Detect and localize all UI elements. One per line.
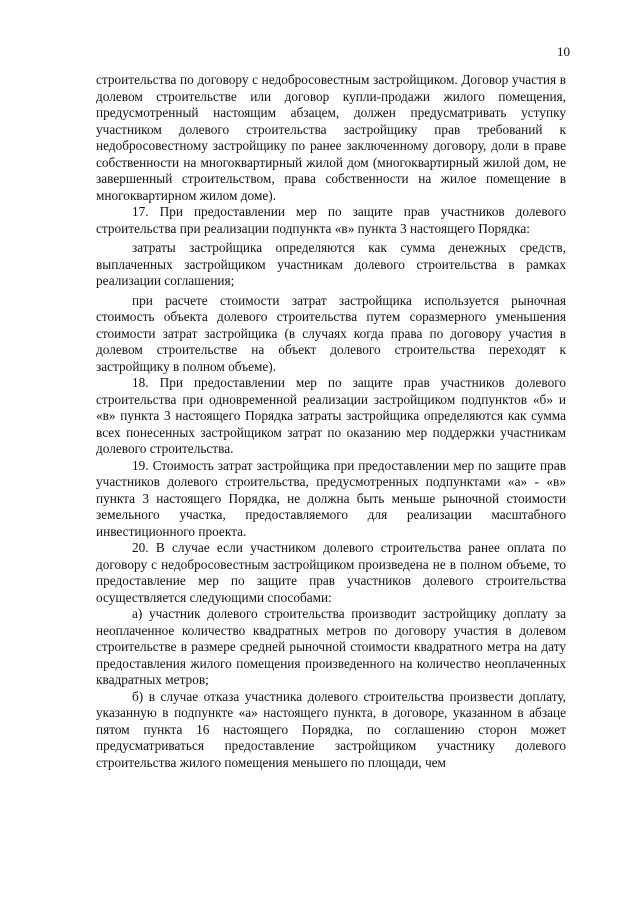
paragraph-clause-17-costs: затраты застройщика определяются как сумма денежных средств, выплаченных застройщиком участникам долевого строительства в рамках реализации соглашения;	[96, 240, 566, 288]
document-body	[96, 72, 566, 771]
paragraph-clause-20-b: б) в случае отказа участника долевого строительства произвести доплату, указанную в подпункте «а» настоящего пункта, в договоре, указанном в абзаце пятом пункта 16 настоящего Порядка, по соглашению сторон может предусматриваться предоставление застройщиком участнику долевого строительства жилого помещения меньшего по площади, чем	[96, 688, 566, 770]
paragraph-clause-17: 17. При предоставлении мер по защите прав участников долевого строительства при реализации подпункта «в» пункта 3 настоящего Порядка:	[96, 204, 566, 236]
paragraph-clause-19: 19. Стоимость затрат застройщика при предоставлении мер по защите прав участников долевого строительства, предусмотренных подпунктами «а» - «в» пункта 3 настоящего Порядка, не должна быть меньше рыночной стоимости земельного участка, предоставляемого для реализации масштабного инвестиционного проекта.	[96, 457, 566, 539]
paragraph-clause-20: 20. В случае если участником долевого строительства ранее оплата по договору с недобросовестным застройщиком произведена не в полном объеме, то предоставление мер по защите прав участников долевого строительства осуществляется следующими способами:	[96, 540, 566, 605]
paragraph-clause-20-a: а) участник долевого строительства производит застройщику доплату за неоплаченное количество квадратных метров по договору участия в долевом строительстве в размере средней рыночной стоимости квадратного метра на дату предоставления жилого помещения произведенного на количество неоплаченных квадратных метров;	[96, 606, 566, 687]
paragraph-clause-17-market-value: при расчете стоимости затрат застройщика используется рыночная стоимость объекта долевого строительства путем соразмерного уменьшения стоимости затрат застройщика (в случаях когда права по договору участия в долевом строительстве на объект долевого строительства переходят к застройщику в полном объеме).	[96, 292, 566, 374]
paragraph-continuation: строительства по договору с недобросовестным застройщиком. Договор участия в долевом строительстве или договор купли-продажи жилого помещения, предусмотренный настоящим абзацем, должен предусматривать уступку участником долевого строительства застройщику прав требований к недобросовестному застройщику по ранее заключенному договору, доли в праве собственности на многоквартирный жилой дом (многоквартирный жилой дом, не завершенный строительством, права собственности на жилое помещение в многоквартирном жилом доме).	[96, 72, 566, 203]
page-number: 10	[557, 44, 570, 59]
paragraph-clause-18: 18. При предоставлении мер по защите прав участников долевого строительства при одновременной реализации застройщиком подпунктов «б» и «в» пункта 3 настоящего Порядка затраты застройщика определяются как сумма всех понесенных застройщиком затрат по оказанию мер поддержки участникам долевого строительства.	[96, 375, 566, 456]
